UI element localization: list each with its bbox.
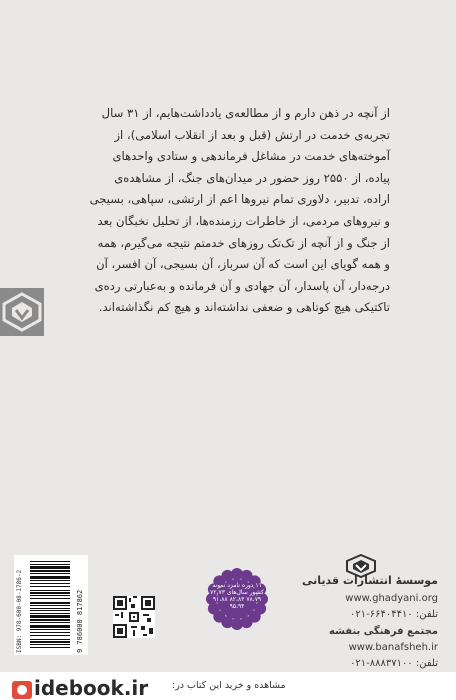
blurb-line: درجه‌دار، آن پاسدار، آن جهادی و آن فرمانده و به‌عبارتی رده‌ی	[94, 278, 390, 293]
blurb-line: اراده، تدبیر، دلاوری تمام نیروها اعم از ارتشی، سپاهی، بسیجی	[89, 192, 390, 207]
blurb-line: آموخته‌های خدمت در مشاغل فرماندهی و ستادی واحدهای	[112, 149, 390, 164]
barcode	[14, 555, 88, 655]
award-badge-text: ۱۱ دوره نامزد نمونه کشور سال‌های ۷۲،۷۳ ۷۸،۷۹ ۸۲،۸۳ ۹۱،۸۸ ۹۵،۹۴	[210, 582, 264, 610]
store-website: www.banafsheh.ir	[348, 642, 438, 653]
barcode-bars-icon	[28, 559, 74, 651]
blurb-line: از جنگ و از آنچه از تک‌تک روزهای خدمتم نتیجه می‌گیرم، همه	[97, 235, 390, 250]
isbn-digits: 9 786000 817862	[76, 589, 84, 653]
publisher-website: www.ghadyani.org	[345, 593, 438, 604]
publisher-phone: تلفن: ۶۶۴۰۴۴۱۰-۰۲۱	[349, 609, 438, 620]
site-name: idebook.ir	[34, 676, 149, 700]
blurb-line: تاکتیکی هیچ کوتاهی و ضعفی نداشته‌اند و هیچ کم نگذاشته‌اند.	[98, 300, 390, 315]
publisher-name: موسسهٔ انتشارات قدیانی	[302, 574, 438, 587]
qr-code-icon	[113, 596, 155, 638]
blurb-line: تجربه‌ی خدمت در ارتش (قبل و بعد از انقلاب اسلامی)، از	[114, 127, 390, 142]
footer-tagline: مشاهده و خرید این کتاب در:	[172, 680, 286, 691]
blurb-text	[72, 103, 390, 319]
blurb-line: و همه گویای این است که آن سرباز، آن بسیجی، آن افسر، آن	[96, 257, 390, 272]
blurb-line: پیاده، از ۲۵۵۰ روز حضور در میدان‌های جنگ، از مشاهده‌ی	[114, 170, 390, 185]
site-logo[interactable]	[12, 676, 148, 700]
blurb-line: از آنچه در ذهن دارم و از مطالعه‌ی یادداشت‌هایم، از ۳۱ سال	[101, 106, 390, 120]
site-logo-icon	[12, 681, 32, 699]
isbn-label: ISBN: 978-600-08-1786-2	[16, 569, 23, 653]
store-name: مجتمع فرهنگی بنفشه	[329, 626, 438, 637]
blurb-line: و نیروهای مردمی، از خاطرات رزمنده‌ها، از تحلیل نخبگان بعد	[97, 213, 390, 228]
store-phone: تلفن: ۸۸۸۳۷۱۰۰-۰۲۱	[349, 658, 438, 669]
publisher-logo-icon	[0, 288, 44, 336]
